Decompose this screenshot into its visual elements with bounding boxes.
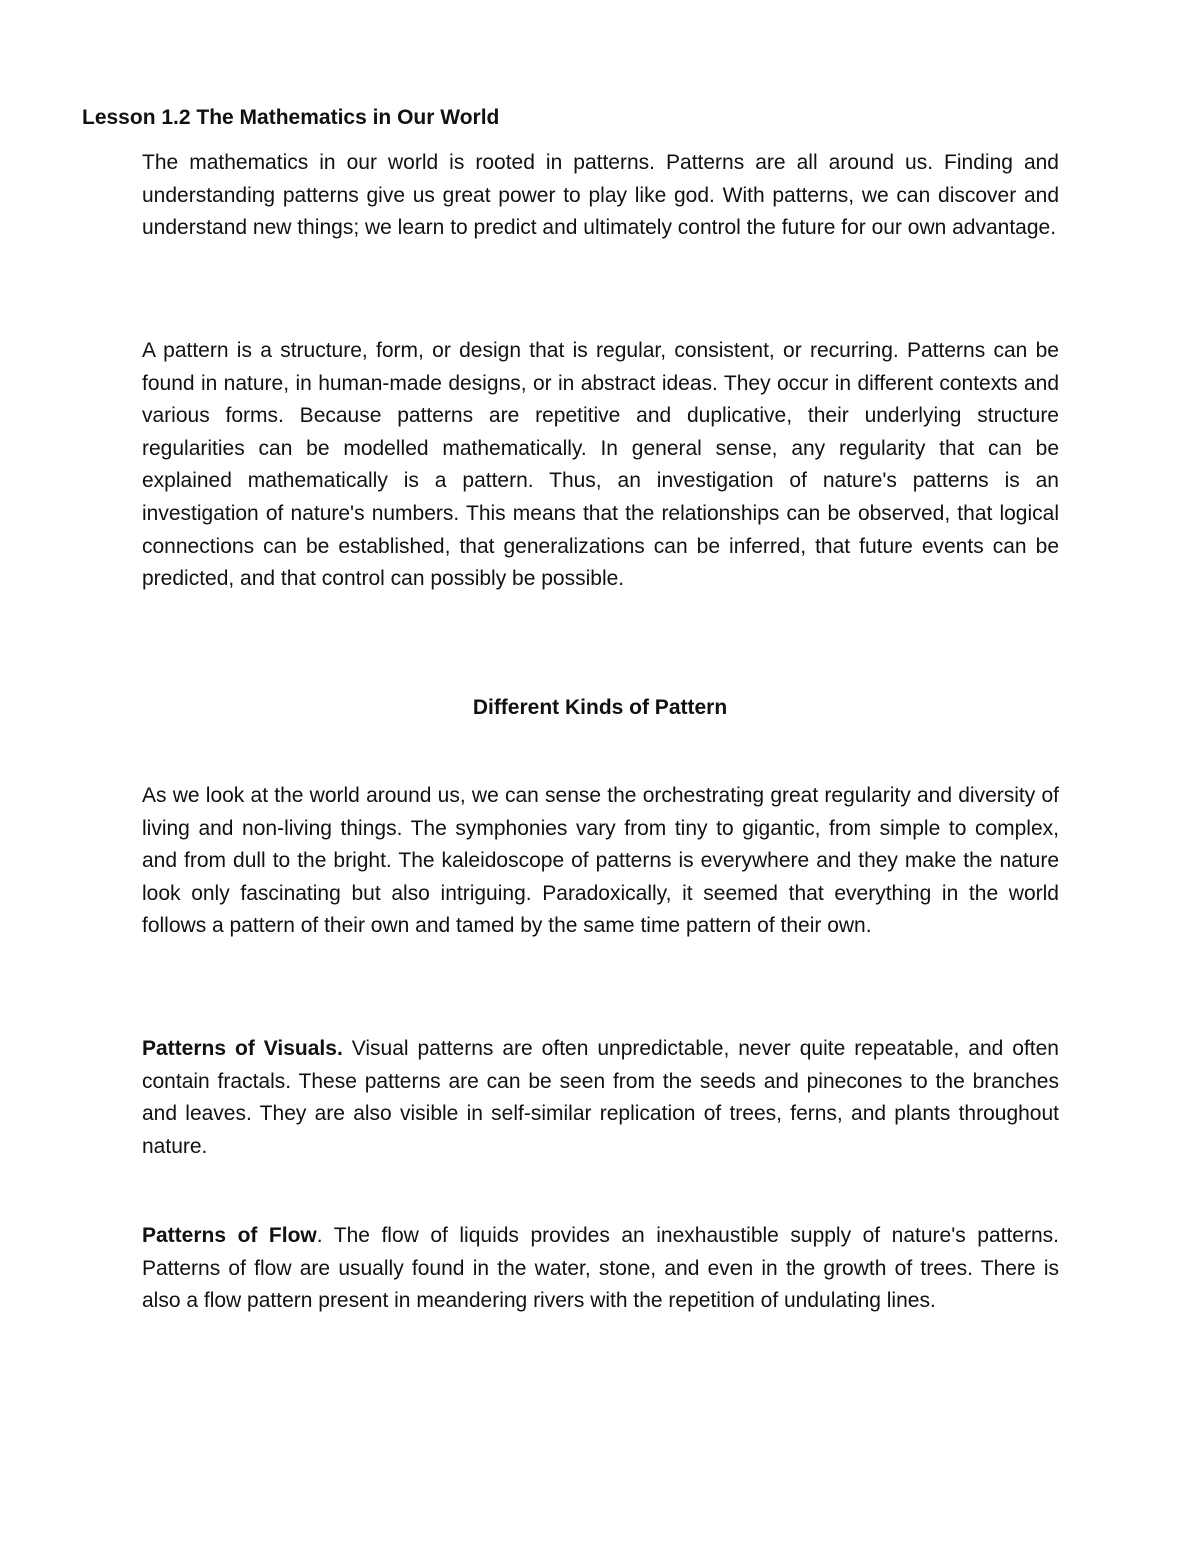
- intro-paragraph: The mathematics in our world is rooted in patterns. Patterns are all around us. Finding and understanding patterns give us great power to play like god. With patterns, we can discover and understand new things; we learn to predict and ultimately control the future for our own advantage.: [142, 151, 1059, 240]
- lesson-title: Lesson 1.2 The Mathematics in Our World: [82, 106, 500, 129]
- flow-patterns-text: . The flow of liquids provides an inexhaustible supply of nature's patterns. Patterns of flow are usually found in the water, stone, and even in the growth of trees. There is also a flow pattern present in meandering rivers with the repetition of undulating lines.: [142, 1224, 1059, 1313]
- visual-patterns-paragraph: [142, 1033, 1059, 1163]
- flow-patterns-paragraph: [142, 1220, 1059, 1318]
- world-paragraph: As we look at the world around us, we can sense the orchestrating great regularity and diversity of living and non-living things. The symphonies vary from tiny to gigantic, from simple to complex, and from dull to the bright. The kaleidoscope of patterns is everywhere and they make the nature look only fascinating but also intriguing. Paradoxically, it seemed that everything in the world follows a pattern of their own and tamed by the same time pattern of their own.: [142, 784, 1059, 938]
- visual-patterns-lead: Patterns of Visuals.: [142, 1037, 343, 1060]
- definition-paragraph: A pattern is a structure, form, or design that is regular, consistent, or recurring. Patterns can be found in nature, in human-made designs, or in abstract ideas. They occur in different contexts and various forms. Because patterns are repetitive and duplicative, their underlying structure regularities can be modelled mathematically. In general sense, any regularity that can be explained mathematically is a pattern. Thus, an investigation of nature's patterns is an investigation of nature's numbers. This means that the relationships can be observed, that logical connections can be established, that generalizations can be inferred, that future events can be predicted, and that control can possibly be possible.: [142, 339, 1059, 591]
- visual-patterns-text: Visual patterns are often unpredictable, never quite repeatable, and often contain fractals. These patterns are can be seen from the seeds and pinecones to the branches and leaves. They are also visible in self-similar replication of trees, ferns, and plants throughout nature.: [142, 1037, 1059, 1158]
- flow-patterns-lead: Patterns of Flow: [142, 1224, 317, 1247]
- section-heading: Different Kinds of Pattern: [472, 696, 728, 719]
